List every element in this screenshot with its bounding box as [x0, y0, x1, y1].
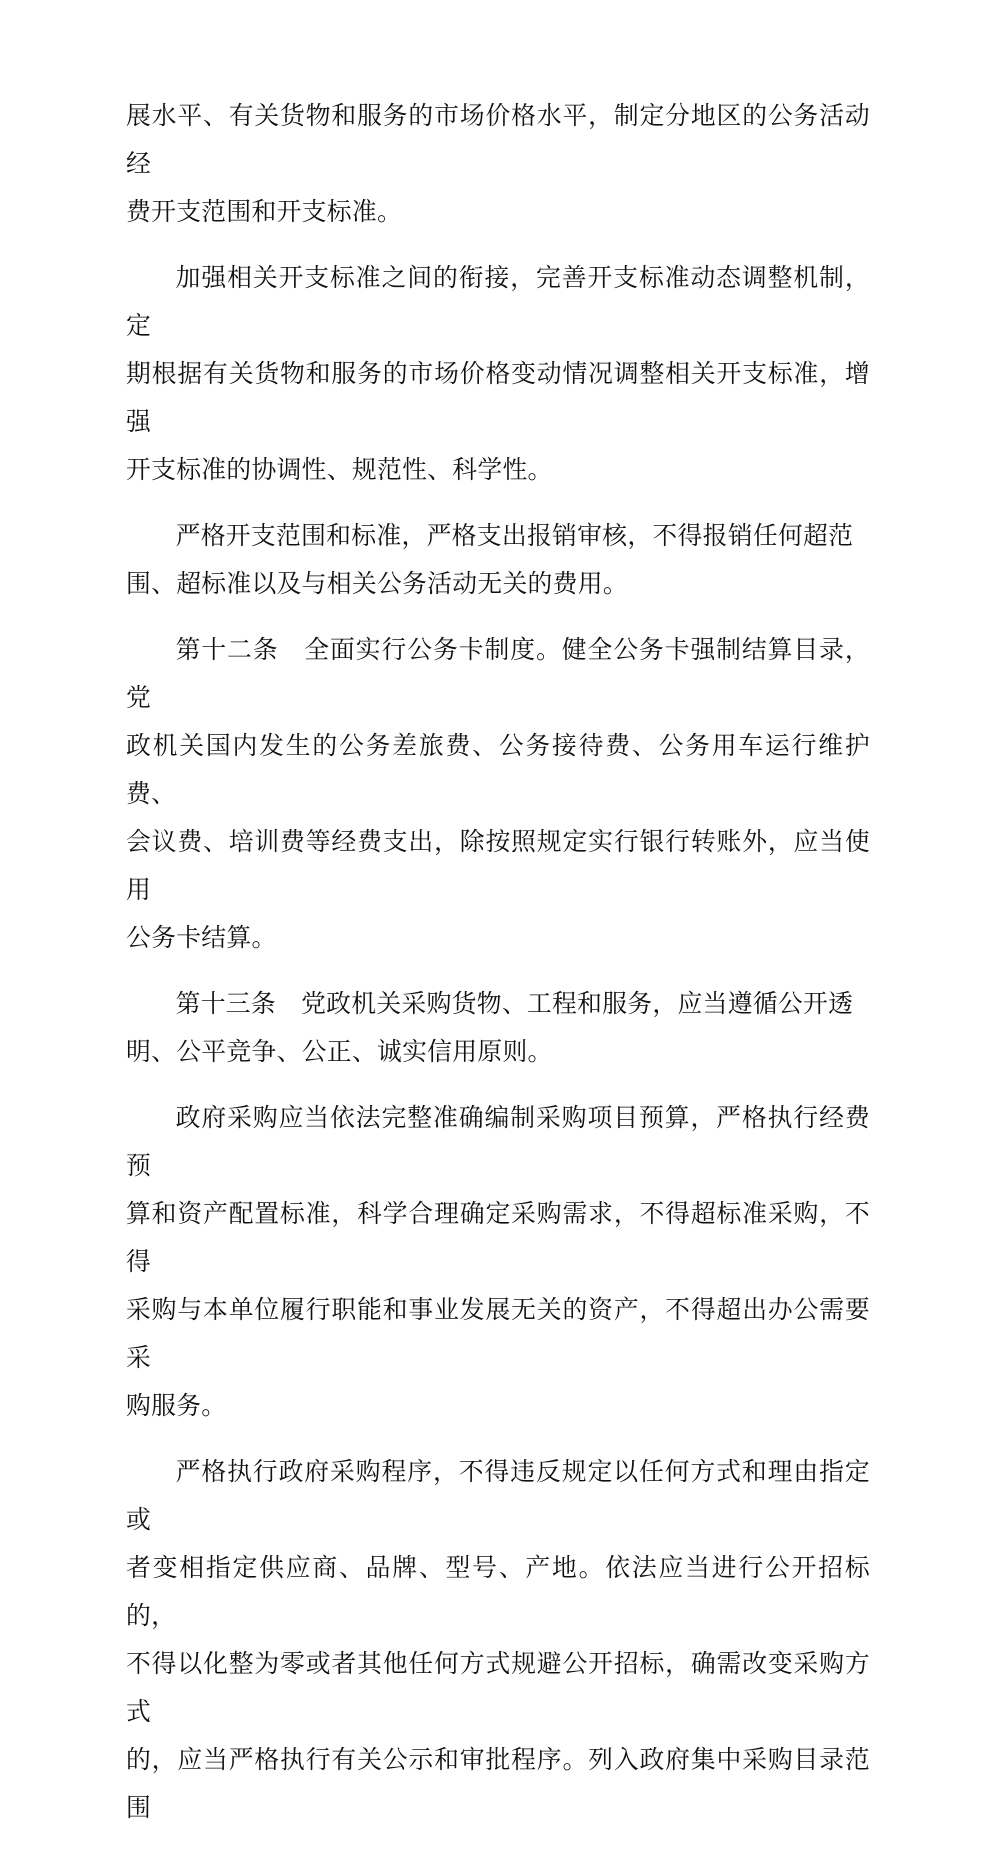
text-line: 公务卡结算。	[126, 923, 277, 952]
paragraph-1	[126, 92, 870, 236]
text-line: 严格开支范围和标准，严格支出报销审核，不得报销任何超范	[175, 521, 854, 550]
paragraph-6	[126, 1094, 870, 1430]
text-line: 政府采购应当依法完整准确编制采购项目预算，严格执行经费预	[126, 1103, 870, 1180]
article-12-paragraph	[126, 626, 870, 962]
paragraph-2	[126, 254, 870, 494]
text-line: 费开支范围和开支标准。	[126, 197, 403, 226]
text-line: 开支标准的协调性、规范性、科学性。	[126, 455, 553, 484]
text-line: 的，应当严格执行有关公示和审批程序。列入政府集中采购目录范围	[126, 1745, 870, 1822]
paragraph-7	[126, 1448, 870, 1832]
document-body	[126, 92, 870, 1850]
text-line: 会议费、培训费等经费支出，除按照规定实行银行转账外，应当使用	[126, 827, 870, 904]
text-line: 采购与本单位履行职能和事业发展无关的资产，不得超出办公需要采	[126, 1295, 870, 1372]
text-line: 不得以化整为零或者其他任何方式规避公开招标，确需改变采购方式	[126, 1649, 870, 1726]
article-13-paragraph	[126, 980, 870, 1076]
text-line: 加强相关开支标准之间的衔接，完善开支标准动态调整机制，定	[126, 263, 870, 340]
text-line: 展水平、有关货物和服务的市场价格水平，制定分地区的公务活动经	[126, 101, 870, 178]
text-line: 算和资产配置标准，科学合理确定采购需求，不得超标准采购，不得	[126, 1199, 870, 1276]
text-line: 第十三条 党政机关采购货物、工程和服务，应当遵循公开透	[175, 989, 854, 1018]
text-line: 购服务。	[126, 1391, 227, 1420]
text-line: 政机关国内发生的公务差旅费、公务接待费、公务用车运行维护费、	[126, 731, 870, 808]
text-line: 围、超标准以及与相关公务活动无关的费用。	[126, 569, 628, 598]
text-line: 第十二条 全面实行公务卡制度。健全公务卡强制结算目录，党	[126, 635, 870, 712]
text-line: 严格执行政府采购程序，不得违反规定以任何方式和理由指定或	[126, 1457, 870, 1534]
paragraph-3	[126, 512, 870, 608]
text-line: 期根据有关货物和服务的市场价格变动情况调整相关开支标准，增强	[126, 359, 870, 436]
text-line: 明、公平竞争、公正、诚实信用原则。	[126, 1037, 553, 1066]
text-line: 者变相指定供应商、品牌、型号、产地。依法应当进行公开招标的，	[126, 1553, 870, 1630]
